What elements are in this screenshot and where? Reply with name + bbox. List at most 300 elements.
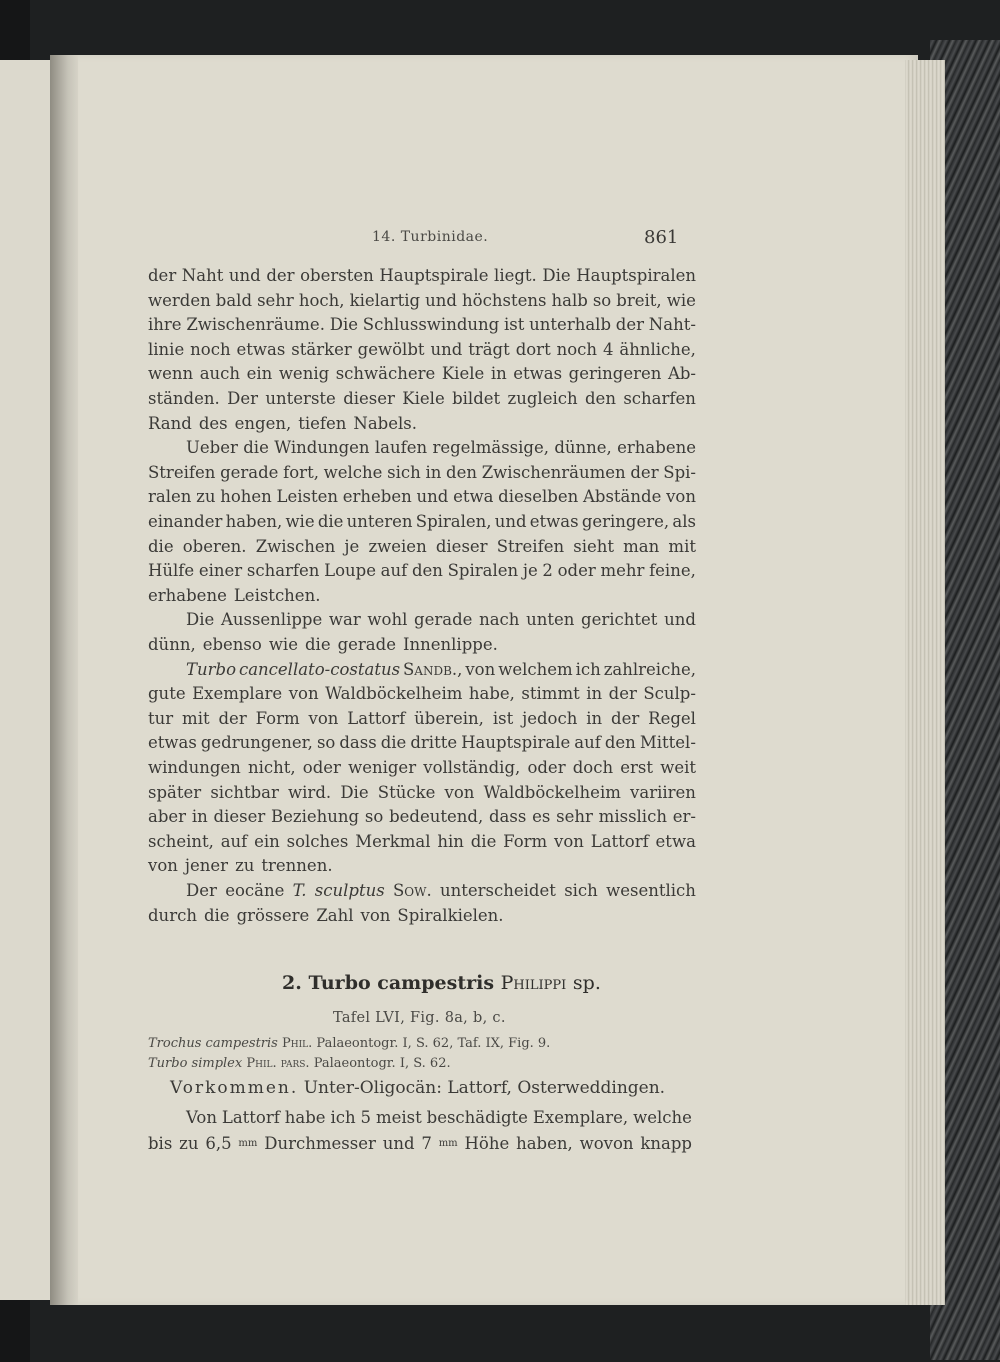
text-line: [148, 362, 696, 386]
text-line: [148, 535, 696, 559]
text-line: [186, 658, 696, 682]
word: als: [672, 512, 696, 531]
word: Lattorf: [347, 708, 406, 728]
word: etwa: [453, 487, 494, 507]
word: halb: [551, 290, 588, 310]
word: der: [148, 266, 177, 285]
word: erhabene: [148, 585, 227, 605]
word: Spiralen,: [415, 512, 492, 531]
word: 7: [421, 1134, 432, 1153]
word: wie: [666, 290, 696, 310]
word: wenn: [148, 364, 194, 384]
word: laufen: [374, 438, 428, 458]
word: mehr: [600, 561, 645, 581]
occurrence-label: Vorkommen.: [170, 1078, 299, 1098]
word: die: [470, 831, 497, 851]
word: der: [615, 315, 645, 335]
word: Stücke: [377, 782, 436, 802]
word: Spiralkielen.: [397, 905, 504, 925]
word: Rand: [148, 413, 192, 433]
word: Regel: [648, 708, 696, 728]
word: welche: [323, 462, 383, 482]
word: von: [308, 708, 339, 728]
word: breit,: [616, 290, 662, 310]
word: den: [411, 561, 443, 581]
word: zu: [235, 856, 255, 876]
word: ist: [504, 315, 525, 335]
word: Zwischenräume.: [186, 315, 325, 335]
word: Windungen: [274, 438, 370, 458]
word: ein: [254, 831, 280, 851]
word: oder: [302, 758, 341, 777]
word: Spiralen: [447, 561, 519, 581]
word: Die: [542, 266, 571, 285]
word: Der: [186, 881, 217, 900]
word: trennen.: [261, 856, 333, 876]
text-line: [148, 510, 696, 534]
word: Nabels.: [353, 413, 417, 433]
word: linie: [148, 339, 185, 359]
word: und: [382, 1134, 415, 1153]
word: Ueber: [186, 438, 238, 458]
word: trägt: [468, 339, 510, 359]
text-line: [186, 1106, 692, 1130]
word: und: [416, 487, 449, 507]
word: je: [344, 536, 360, 556]
word: gerade: [337, 635, 396, 654]
word: doch: [572, 758, 614, 777]
word: schwächere: [335, 364, 436, 384]
word: ständen.: [148, 389, 220, 408]
word: wird.: [288, 782, 332, 802]
word: nicht,: [247, 758, 296, 777]
word: sichtbar: [210, 782, 279, 802]
word: weniger: [348, 758, 417, 777]
word: habe,: [468, 684, 515, 704]
word: Sandb.,: [403, 659, 463, 679]
word: ebenso: [202, 635, 262, 654]
word: liegt.: [494, 266, 537, 285]
word: jener: [184, 856, 229, 876]
text-line: [148, 633, 696, 657]
word: beschädigte: [426, 1108, 528, 1127]
word: so: [592, 290, 612, 310]
word: gedrungener,: [200, 733, 313, 753]
word: Durchmesser: [264, 1134, 376, 1153]
text-line: [148, 1132, 692, 1156]
text-line: [148, 412, 696, 436]
word: dritte: [410, 733, 458, 753]
word: gewölbt: [357, 339, 425, 359]
page-edges: [905, 60, 945, 1305]
word: unteren: [346, 512, 413, 531]
word: Exemplare,: [532, 1108, 629, 1127]
word: Zahl: [316, 905, 354, 925]
word: Innenlippe.: [402, 635, 498, 654]
word: und: [664, 610, 696, 630]
word: Hauptspirale: [379, 266, 489, 285]
word: gerichtet: [581, 610, 658, 630]
word: zugleich: [507, 389, 578, 408]
word: unterste: [265, 389, 336, 408]
word: Die: [329, 315, 359, 335]
synonym-entry: [148, 1056, 451, 1071]
word: zahlreiche,: [603, 659, 696, 679]
species-suffix: sp.: [572, 972, 601, 994]
word: ich: [330, 1108, 356, 1127]
word: und: [425, 290, 457, 310]
word: von: [148, 856, 178, 876]
word: dünne,: [554, 438, 612, 458]
word: grössere: [236, 905, 310, 925]
word: welche: [633, 1108, 692, 1127]
word: Turbo: [186, 659, 237, 679]
word: Hauptspirale: [461, 733, 571, 753]
occurrence-line: [170, 1078, 665, 1098]
word: dort: [515, 339, 551, 359]
text-line: [148, 731, 696, 755]
word: sich: [564, 881, 598, 900]
word: welchem: [498, 659, 573, 679]
word: 6,5: [205, 1134, 232, 1153]
word: bildet: [452, 389, 501, 408]
word: regelmässige,: [432, 438, 549, 458]
word: sehr: [556, 807, 593, 827]
word: geringere,: [581, 512, 670, 531]
word: so: [316, 733, 336, 753]
word: erheben: [342, 487, 412, 507]
word: Ab-: [667, 364, 696, 384]
left-page-edge: [0, 60, 52, 1300]
text-line: [186, 879, 696, 903]
word: jedoch: [522, 708, 578, 728]
word: dünn,: [148, 635, 196, 654]
text-line: [148, 830, 696, 854]
word: Höhe: [464, 1134, 510, 1153]
word: von: [465, 659, 496, 679]
word: den: [446, 462, 478, 482]
text-line: [148, 264, 696, 288]
word: Mittel-: [639, 733, 696, 753]
occurrence-text: Unter-Oligocän: Lattorf, Osterweddingen.: [303, 1078, 666, 1098]
text-line: [148, 584, 696, 608]
word: oder: [557, 561, 596, 581]
word: unterhalb: [529, 315, 612, 335]
word: eocäne: [225, 881, 285, 900]
word: sehr: [257, 290, 294, 310]
word: in: [586, 708, 603, 728]
word: ist: [492, 708, 514, 728]
word: ähnliche,: [619, 339, 696, 359]
synonym-ref: Palaeontogr. I, S. 62.: [313, 1056, 451, 1071]
running-head: 14. Turbinidae.: [372, 229, 489, 245]
word: kielartig: [349, 290, 421, 310]
word: Zwischen: [255, 536, 336, 556]
word: tur: [148, 708, 174, 728]
word: erst: [620, 758, 654, 777]
word: gerade: [414, 610, 473, 630]
word: hohen: [220, 487, 272, 507]
word: den: [585, 389, 616, 408]
word: 4: [602, 339, 614, 359]
word: wovon: [579, 1134, 634, 1153]
word: auf: [220, 831, 248, 851]
word: Die: [340, 782, 369, 802]
synonym-ref: Palaeontogr. I, S. 62, Taf. IX, Fig. 9.: [316, 1036, 551, 1051]
text-line: [148, 461, 696, 485]
word: stärker: [291, 339, 352, 359]
word: der: [611, 708, 640, 728]
text-line: [148, 805, 696, 829]
word: die: [380, 733, 407, 753]
word: Form: [255, 708, 300, 728]
text-line: [148, 485, 696, 509]
word: Die: [186, 610, 215, 630]
word: unterscheidet: [440, 881, 556, 900]
word: Form: [503, 831, 548, 851]
word: ich: [575, 659, 601, 679]
word: stimmt: [521, 684, 580, 704]
word: erhabene: [617, 438, 696, 458]
word: mm: [238, 1138, 258, 1149]
word: die: [148, 536, 174, 556]
word: und: [228, 266, 261, 285]
word: Exemplare: [192, 684, 283, 704]
word: engen,: [234, 413, 292, 433]
text-line: [148, 707, 696, 731]
word: Naht: [181, 266, 224, 285]
word: je: [522, 561, 538, 581]
word: mm: [438, 1138, 458, 1149]
text-line: [186, 436, 696, 460]
word: Loupe: [324, 561, 376, 581]
word: von: [288, 684, 319, 704]
word: zu: [196, 487, 216, 507]
word: Kiele: [441, 364, 485, 384]
word: einander: [148, 512, 223, 531]
word: Aussenlippe: [220, 610, 323, 630]
word: Leistchen.: [233, 585, 321, 605]
word: Streifen: [496, 536, 565, 556]
word: auf: [380, 561, 408, 581]
synonym-name: Turbo simplex: [148, 1056, 243, 1071]
word: scheint,: [148, 831, 214, 851]
word: noch: [190, 339, 231, 359]
word: gerade: [220, 462, 279, 482]
text-line: [148, 854, 696, 878]
section-number: 2.: [282, 972, 302, 994]
word: Sow.: [392, 881, 432, 900]
word: bedeutend,: [389, 807, 484, 827]
word: war: [328, 610, 361, 630]
species-author: Philippi: [500, 972, 567, 994]
word: noch: [556, 339, 598, 359]
word: von: [666, 487, 696, 507]
text-line: [148, 756, 696, 780]
word: Merkmal: [355, 831, 431, 851]
word: T.: [292, 881, 307, 900]
word: die: [304, 635, 331, 654]
word: Hauptspiralen: [576, 266, 696, 285]
word: aber: [148, 807, 187, 827]
word: durch: [148, 905, 197, 925]
word: Der: [227, 389, 259, 408]
word: Abstände: [582, 487, 662, 507]
word: der: [608, 684, 637, 704]
word: nach: [479, 610, 520, 630]
word: dieser: [343, 389, 395, 408]
word: ihre: [148, 315, 182, 335]
word: dieser: [435, 536, 488, 556]
word: auch: [199, 364, 241, 384]
word: Lattorf: [221, 1108, 280, 1127]
page-number: 861: [644, 227, 679, 248]
text-line: [148, 289, 696, 313]
text-line: [148, 559, 696, 583]
word: des: [198, 413, 228, 433]
word: etwas: [148, 733, 197, 753]
word: Zwischenräumen: [481, 462, 626, 482]
word: Naht-: [648, 315, 696, 335]
word: weit: [660, 758, 696, 777]
word: sieht: [573, 536, 615, 556]
text-line: [148, 781, 696, 805]
synonym-author: Phil. pars.: [246, 1056, 310, 1071]
word: ein: [246, 364, 273, 384]
word: geringeren: [568, 364, 662, 384]
word: misslich: [598, 807, 667, 827]
word: wesentlich: [606, 881, 696, 900]
word: einer: [198, 561, 243, 581]
word: in: [490, 364, 507, 384]
text-line: [148, 313, 696, 337]
word: hoch,: [298, 290, 345, 310]
word: 5: [360, 1108, 372, 1127]
word: knapp: [640, 1134, 692, 1153]
word: von: [444, 782, 475, 802]
word: obersten: [300, 266, 374, 285]
word: Kiele: [402, 389, 445, 408]
word: unten: [526, 610, 575, 630]
plate-reference: Tafel LVI, Fig. 8a, b, c.: [333, 1010, 506, 1026]
word: höchstens: [462, 290, 547, 310]
word: in: [425, 462, 442, 482]
text-line: [148, 904, 696, 928]
word: in: [586, 684, 603, 704]
word: variiren: [630, 782, 696, 802]
word: haben,: [516, 1134, 573, 1153]
word: Lattorf: [590, 831, 649, 851]
text-line: [148, 338, 696, 362]
word: fort,: [283, 462, 319, 482]
word: hin: [437, 831, 464, 851]
word: werden: [148, 290, 211, 310]
word: etwas: [513, 364, 563, 384]
book-gutter: [50, 55, 80, 1305]
synonym-author: Phil.: [282, 1036, 313, 1051]
word: Streifen: [148, 462, 216, 482]
word: von: [554, 831, 584, 851]
word: habe: [284, 1108, 326, 1127]
text-line: [148, 682, 696, 706]
word: sich: [387, 462, 421, 482]
word: bis: [148, 1134, 173, 1153]
synonym-entry: [148, 1036, 550, 1051]
word: ralen: [148, 487, 192, 507]
word: die: [203, 905, 230, 925]
word: dieselben: [498, 487, 579, 507]
word: die: [317, 512, 344, 531]
word: wie: [285, 512, 315, 531]
word: meist: [375, 1108, 422, 1127]
word: überein,: [414, 708, 484, 728]
word: 2: [542, 561, 553, 581]
word: der: [266, 266, 295, 285]
word: Leisten: [276, 487, 339, 507]
word: es: [532, 807, 551, 827]
text-line: [186, 608, 696, 632]
word: zu: [179, 1134, 199, 1153]
word: etwas: [236, 339, 286, 359]
word: feine,: [649, 561, 696, 581]
word: und: [494, 512, 527, 531]
word: der: [630, 462, 659, 482]
word: oberen.: [182, 536, 247, 556]
section-title: [282, 972, 601, 994]
word: den: [604, 733, 636, 753]
text-line: [148, 387, 696, 411]
word: etwas: [529, 512, 579, 531]
word: die: [243, 438, 269, 458]
word: mit: [668, 536, 696, 556]
word: dieser: [213, 807, 266, 827]
word: vollständig,: [423, 758, 521, 777]
word: und: [430, 339, 463, 359]
word: dass: [339, 733, 377, 753]
word: Waldböckelheim: [483, 782, 621, 802]
word: sculptus: [314, 881, 385, 900]
word: dass: [489, 807, 527, 827]
word: mit: [182, 708, 210, 728]
word: haben,: [225, 512, 283, 531]
word: scharfen: [246, 561, 320, 581]
word: später: [148, 782, 202, 802]
word: er-: [672, 807, 696, 827]
word: in: [191, 807, 208, 827]
word: wohl: [367, 610, 408, 630]
species-name: Turbo campestris: [308, 972, 495, 994]
word: tiefen: [298, 413, 347, 433]
word: Spi-: [663, 462, 696, 482]
word: bald: [215, 290, 253, 310]
word: gute: [148, 684, 186, 704]
word: wenig: [278, 364, 330, 384]
word: oder: [527, 758, 566, 777]
word: Waldböckelheim: [325, 684, 463, 704]
word: so: [364, 807, 384, 827]
word: zweien: [368, 536, 427, 556]
word: solches: [286, 831, 349, 851]
word: wie: [268, 635, 298, 654]
word: der: [218, 708, 247, 728]
word: etwa: [655, 831, 696, 851]
word: Schlusswindung: [362, 315, 500, 335]
word: von: [360, 905, 391, 925]
word: windungen: [148, 758, 241, 777]
word: cancellato-costatus: [238, 659, 401, 679]
word: Hülfe: [148, 561, 195, 581]
word: Beziehung: [271, 807, 360, 827]
